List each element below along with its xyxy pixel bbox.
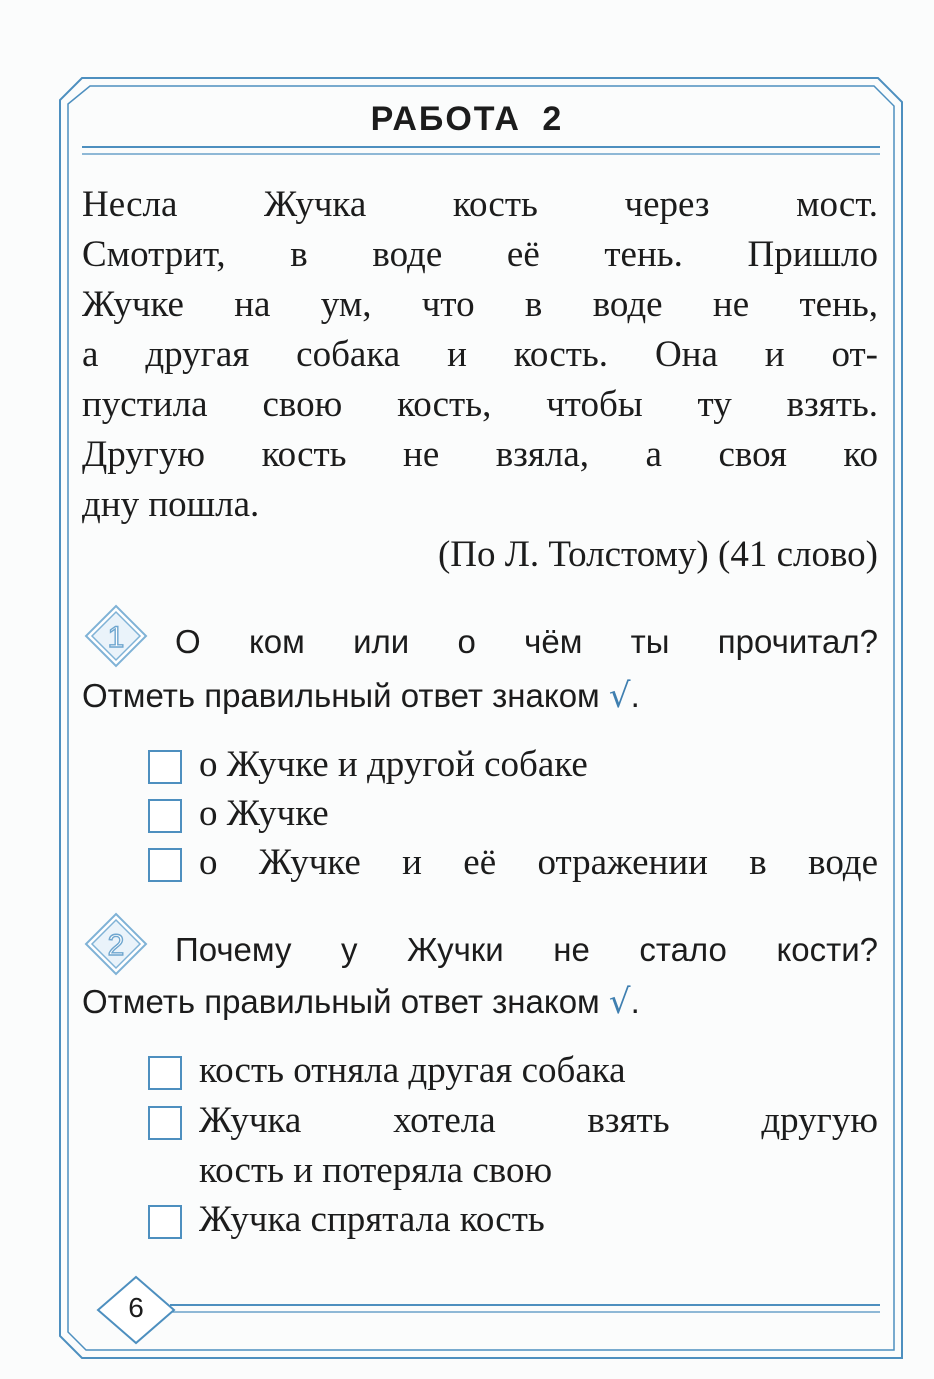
answer-option[interactable] [148, 1195, 878, 1245]
question-text: О ком или о чём ты прочитал? [175, 623, 878, 660]
answer-text: кость отняла другая собака [199, 1050, 626, 1091]
answer-text: о Жучке и другой собаке [199, 744, 588, 785]
story-line: дну пошла. [82, 484, 260, 525]
answer-text: Жучка хотела взять другую [199, 1100, 878, 1141]
story-source: (По Л. Толстому) (41 слово) [437, 534, 878, 575]
story-line: а другая собака и кость. Она и от- [82, 334, 878, 375]
answer-option[interactable] [148, 838, 878, 888]
instruction-text: Отметь правильный ответ знаком [82, 677, 600, 714]
answer-option[interactable] [148, 740, 878, 790]
answer-checkbox[interactable] [148, 1106, 182, 1140]
question-text: Почему у Жучки не стало кости? [175, 931, 878, 968]
title-underline [82, 147, 880, 154]
story-line: Смотрит, в воде её тень. Пришло [82, 234, 878, 275]
instruction-period: . [630, 677, 640, 714]
instruction-period: . [630, 983, 640, 1020]
answer-option[interactable] [148, 1046, 878, 1096]
story-line: пустила свою кость, чтобы ту взять. [82, 384, 878, 425]
answer-option-continuation [148, 1146, 878, 1196]
instruction-text: Отметь правильный ответ знаком [82, 983, 600, 1020]
answer-checkbox[interactable] [148, 750, 182, 784]
footer-rule [170, 1305, 880, 1312]
answer-text: кость и потеряла свою [199, 1150, 553, 1191]
check-mark-icon: √ [608, 982, 631, 1022]
answer-checkbox[interactable] [148, 848, 182, 882]
story-line: Другую кость не взяла, а своя ко [82, 434, 878, 475]
answer-checkbox[interactable] [148, 799, 182, 833]
question-number-badge [84, 604, 148, 668]
question-number: 2 [107, 929, 125, 962]
answer-option[interactable] [148, 789, 878, 839]
question-instruction [82, 670, 878, 722]
question-number: 1 [107, 621, 125, 654]
answer-text: о Жучке [199, 793, 329, 834]
question-number-badge [84, 912, 148, 976]
answer-checkbox[interactable] [148, 1056, 182, 1090]
question-instruction [82, 976, 878, 1028]
page-number: 6 [128, 1292, 144, 1323]
story-line: Жучке на ум, что в воде не тень, [82, 284, 878, 325]
page-title: РАБОТА 2 [370, 100, 564, 138]
answer-text: о Жучке и её отражении в воде [199, 842, 878, 883]
story-line: Несла Жучка кость через мост. [82, 184, 878, 225]
answer-option[interactable] [148, 1096, 878, 1146]
check-mark-icon: √ [608, 676, 631, 716]
answer-checkbox[interactable] [148, 1205, 182, 1239]
answer-text: Жучка спрятала кость [199, 1199, 545, 1240]
